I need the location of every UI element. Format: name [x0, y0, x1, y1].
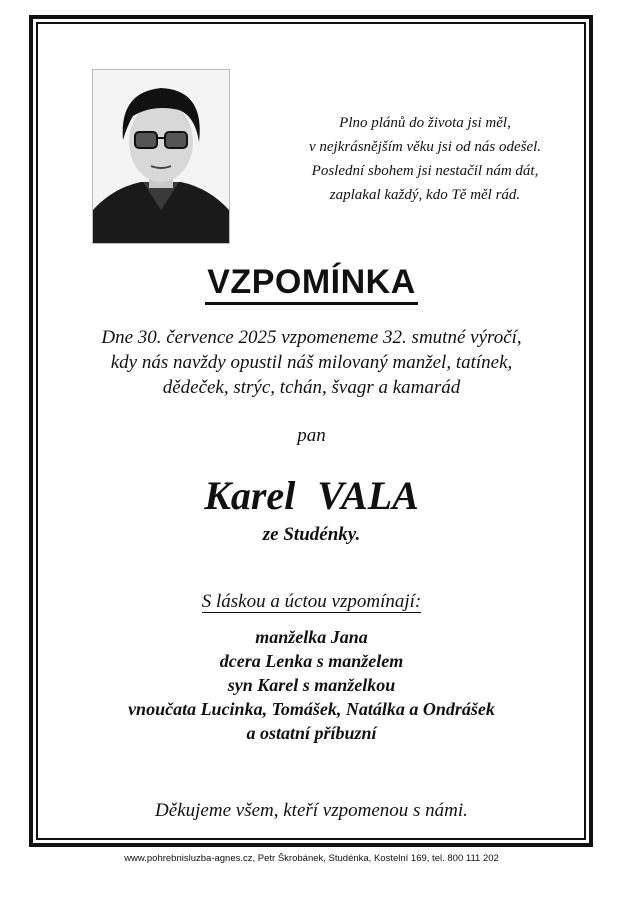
announcement — [0, 325, 623, 400]
poem-line: v nejkrásnějším věku jsi od nás odešel. — [308, 139, 542, 155]
salutation: pan — [297, 425, 326, 446]
mourner: vnoučata Lucinka, Tomášek, Natálka a Ondrášek — [128, 699, 495, 719]
announcement-line: Dne 30. července 2025 vzpomeneme 32. smutné výročí, — [101, 327, 522, 348]
announcement-line: dědeček, strýc, tchán, švagr a kamarád — [162, 377, 461, 398]
remembrance-line — [0, 591, 623, 613]
heading — [0, 262, 623, 305]
poem-line: zaplakal každý, kdo Tě měl rád. — [329, 187, 521, 203]
thanks-line: Děkujeme všem, kteří vzpomenou s námi. — [155, 800, 468, 821]
mourner: syn Karel s manželkou — [227, 675, 396, 695]
mourner: manželka Jana — [255, 627, 368, 647]
deceased-name: Karel VALA — [204, 473, 419, 518]
mourner: dcera Lenka s manželem — [219, 651, 404, 671]
announcement-line: kdy nás navždy opustil náš milovaný manžel, tatínek, — [110, 352, 513, 373]
mourners-list — [0, 625, 623, 745]
portrait-photo — [92, 69, 230, 244]
heading-text: VZPOMÍNKA — [205, 262, 418, 305]
deceased-origin: ze Studénky. — [262, 524, 361, 545]
remembrance-text: S láskou a úctou vzpomínají: — [201, 591, 422, 612]
poem-line: Poslední sbohem jsi nestačil nám dát, — [311, 163, 539, 179]
poem — [250, 111, 600, 207]
footer-contact: www.pohrebnisluzba-agnes.cz, Petr Škrobánek, Studénka, Kostelní 169, tel. 800 111 202 — [124, 853, 499, 864]
mourner: a ostatní příbuzní — [246, 723, 377, 743]
poem-line: Plno plánů do života jsi měl, — [339, 115, 511, 131]
